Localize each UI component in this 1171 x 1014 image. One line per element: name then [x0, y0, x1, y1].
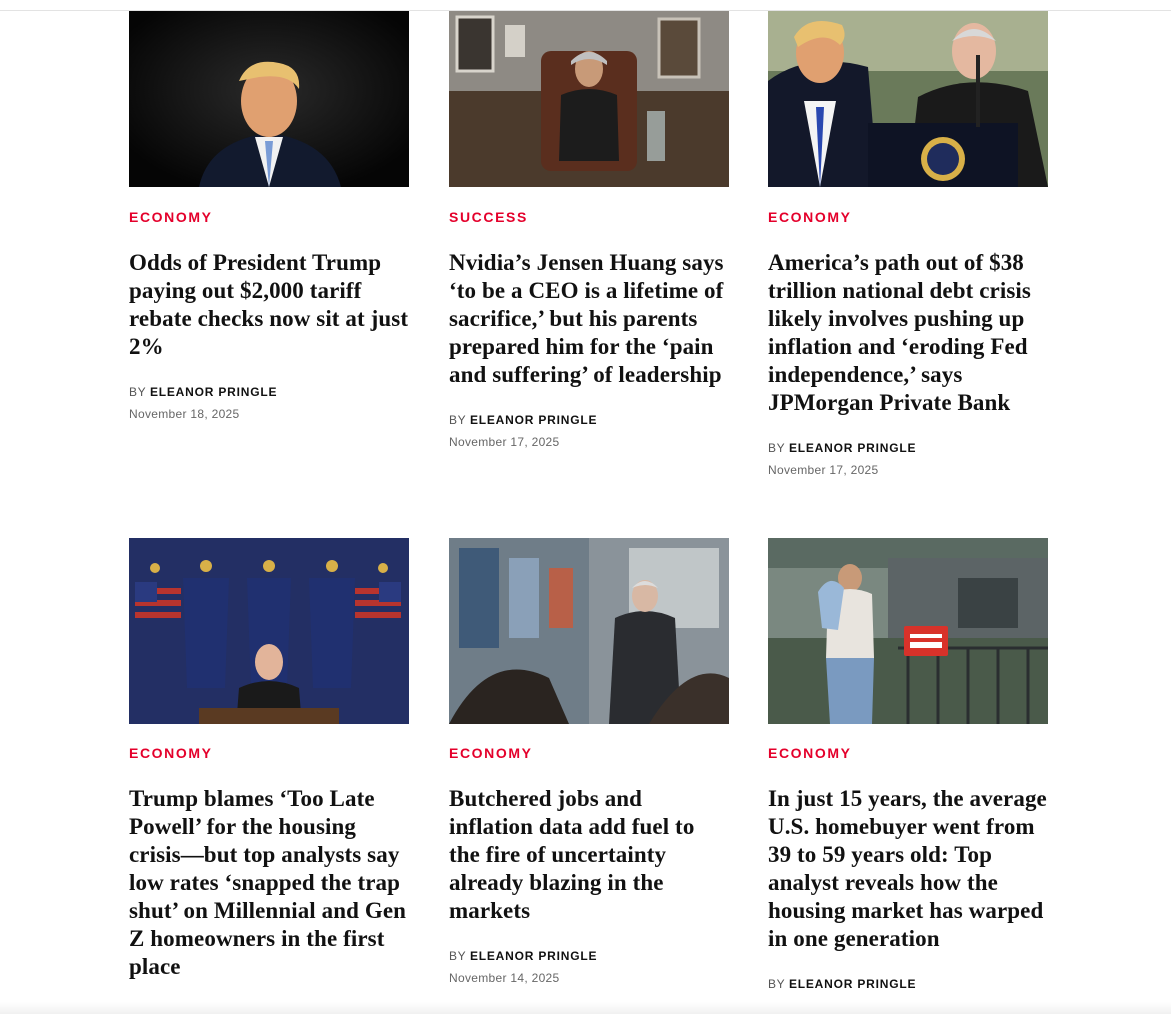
article-card	[129, 11, 409, 421]
article-card	[768, 11, 1048, 477]
jensen-huang-image	[449, 11, 729, 187]
publish-date: November 18, 2025	[129, 407, 240, 421]
category-link[interactable]: SUCCESS	[449, 209, 528, 225]
author-link[interactable]: ELEANOR PRINGLE	[788, 441, 917, 455]
author-link[interactable]: ELEANOR PRINGLE	[149, 385, 278, 399]
article-card	[768, 538, 1048, 991]
article-thumbnail[interactable]	[768, 538, 1048, 724]
byline	[768, 977, 1048, 991]
article-card	[129, 538, 409, 981]
category-link[interactable]: ECONOMY	[449, 745, 533, 761]
byline	[129, 385, 409, 399]
article-headline[interactable]: America’s path out of $38 trillion national debt crisis likely involves pushing up inflation and ‘eroding Fed independence,’ says JPMorgan Private Bank	[768, 250, 1031, 415]
category-link[interactable]: ECONOMY	[129, 745, 213, 761]
article-headline[interactable]: Odds of President Trump paying out $2,000 tariff rebate checks now sit at just 2%	[129, 250, 409, 359]
article-headline[interactable]: In just 15 years, the average U.S. homebuyer went from 39 to 59 years old: Top analyst reveals how the housing market has warped in one generation	[768, 786, 1047, 951]
publish-date: November 14, 2025	[449, 971, 560, 985]
article-headline[interactable]: Trump blames ‘Too Late Powell’ for the housing crisis—but top analysts say low rates ‘snapped the trap shut’ on Millennial and Gen Z homeowners in the first place	[129, 786, 407, 979]
category-link[interactable]: ECONOMY	[129, 209, 213, 225]
byline-prefix: BY	[768, 977, 785, 991]
byline-prefix: BY	[129, 385, 146, 399]
article-headline[interactable]: Butchered jobs and inflation data add fuel to the fire of uncertainty already blazing in the markets	[449, 786, 695, 923]
trump-portrait-image	[129, 11, 409, 187]
byline	[768, 441, 1048, 455]
publish-date: November 17, 2025	[768, 463, 879, 477]
trump-powell-podium-image	[768, 11, 1048, 187]
byline-prefix: BY	[768, 441, 785, 455]
author-link[interactable]: ELEANOR PRINGLE	[788, 977, 917, 991]
byline-prefix: BY	[449, 949, 466, 963]
author-link[interactable]: ELEANOR PRINGLE	[469, 413, 598, 427]
article-headline[interactable]: Nvidia’s Jensen Huang says ‘to be a CEO is a lifetime of sacrifice,’ but his parents prepared him for the ‘pain and suffering’ of leadership	[449, 250, 724, 387]
article-thumbnail[interactable]	[129, 538, 409, 724]
category-link[interactable]: ECONOMY	[768, 745, 852, 761]
bottom-fade-overlay	[0, 1002, 1171, 1014]
article-card	[449, 11, 729, 449]
powell-hallway-image	[449, 538, 729, 724]
article-thumbnail[interactable]	[768, 11, 1048, 187]
article-thumbnail[interactable]	[449, 11, 729, 187]
article-card	[449, 538, 729, 985]
author-link[interactable]: ELEANOR PRINGLE	[469, 949, 598, 963]
byline	[449, 413, 729, 427]
byline-prefix: BY	[449, 413, 466, 427]
article-thumbnail[interactable]	[449, 538, 729, 724]
homebuyers-for-sale-image	[768, 538, 1048, 724]
publish-date: November 17, 2025	[449, 435, 560, 449]
article-thumbnail[interactable]	[129, 11, 409, 187]
powell-press-conference-image	[129, 538, 409, 724]
byline	[449, 949, 729, 963]
category-link[interactable]: ECONOMY	[768, 209, 852, 225]
